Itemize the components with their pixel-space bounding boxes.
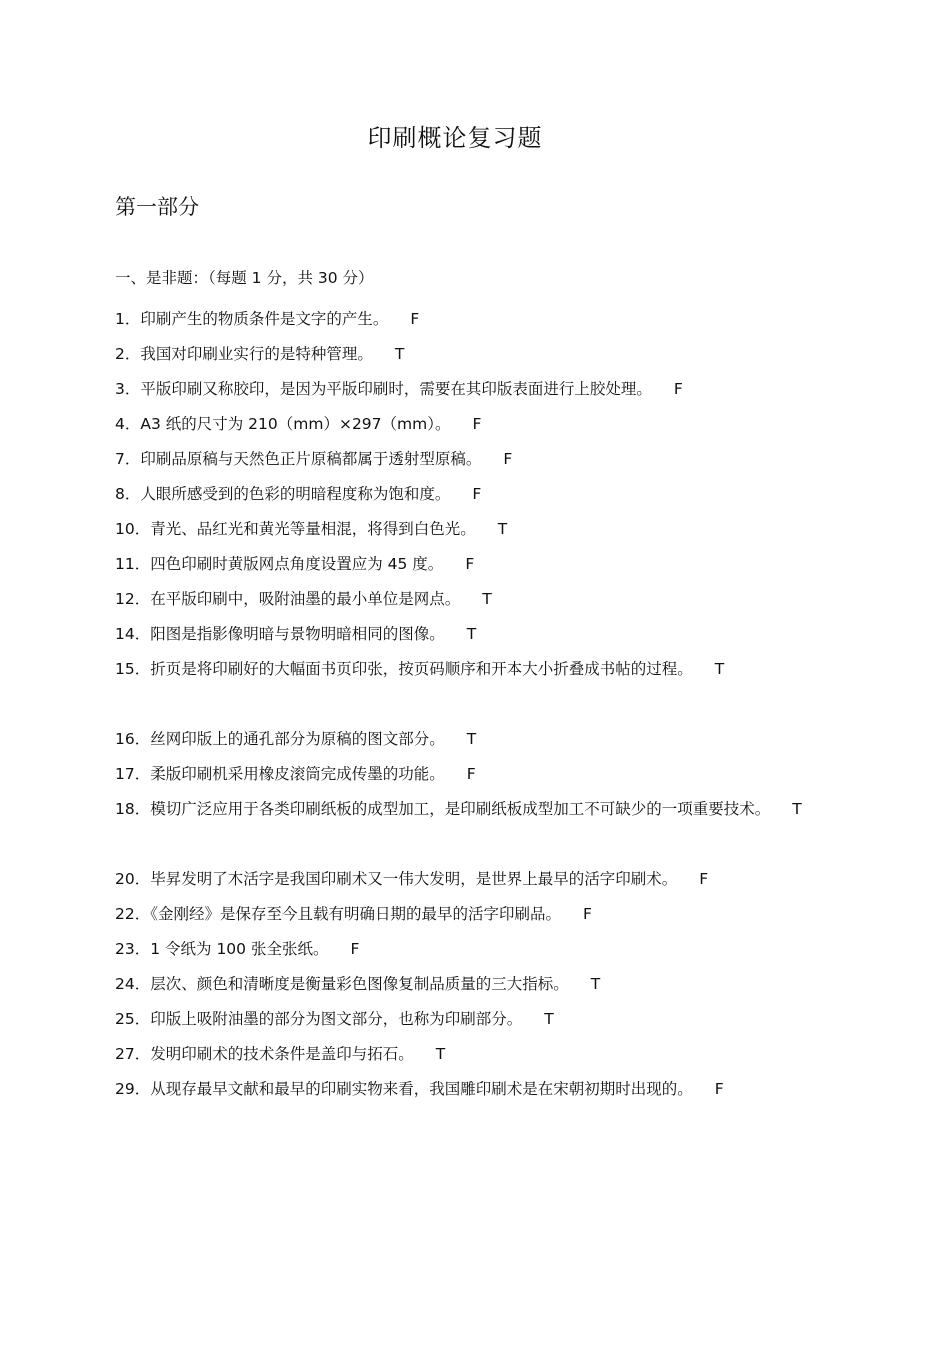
question-answer: T xyxy=(394,345,405,363)
question-text: 16．丝网印版上的通孔部分为原稿的图文部分。 xyxy=(115,730,445,748)
question-answer: T xyxy=(466,625,477,643)
question-text: 18．模切广泛应用于各类印刷纸板的成型加工，是印刷纸板成型加工不可缺少的一项重要技术。 xyxy=(115,800,771,818)
question-text: 27．发明印刷术的技术条件是盖印与拓石。 xyxy=(115,1045,414,1063)
question-answer: F xyxy=(714,1080,724,1098)
question-item xyxy=(115,512,835,547)
question-item xyxy=(115,1072,835,1142)
question-text: 8．人眼所感受到的色彩的明暗程度称为饱和度。 xyxy=(115,485,451,503)
question-item xyxy=(115,1037,835,1072)
question-answer: F xyxy=(466,765,476,783)
question-answer: F xyxy=(699,870,709,888)
question-item xyxy=(115,897,835,932)
question-item xyxy=(115,302,835,337)
question-answer: T xyxy=(792,800,802,818)
question-text: 29．从现存最早文献和最早的印刷实物来看，我国雕印刷术是在宋朝初期时出现的。 xyxy=(115,1080,693,1098)
question-item xyxy=(115,617,835,652)
document-title: 印刷概论复习题 xyxy=(367,124,543,152)
question-item xyxy=(115,442,835,477)
question-answer: F xyxy=(582,905,592,923)
question-answer: F xyxy=(673,380,683,398)
question-item xyxy=(115,547,835,582)
question-answer: T xyxy=(714,660,725,678)
question-answer: F xyxy=(472,485,482,503)
question-item xyxy=(115,757,835,792)
question-item xyxy=(115,792,835,862)
question-text: 7．印刷品原稿与天然色正片原稿都属于透射型原稿。 xyxy=(115,450,482,468)
question-text: 10．青光、品红光和黄光等量相混，将得到白色光。 xyxy=(115,520,476,538)
question-answer: T xyxy=(466,730,477,748)
question-item xyxy=(115,652,835,722)
question-answer: F xyxy=(410,310,420,328)
question-list xyxy=(115,302,835,1142)
question-item xyxy=(115,932,835,967)
question-answer: F xyxy=(465,555,475,573)
question-text: 20．毕昇发明了木活字是我国印刷术又一伟大发明，是世界上最早的活字印刷术。 xyxy=(115,870,678,888)
question-item xyxy=(115,722,835,757)
question-text: 23．1 令纸为 100 张全张纸。 xyxy=(115,940,329,958)
question-text: 25．印版上吸附油墨的部分为图文部分，也称为印刷部分。 xyxy=(115,1010,523,1028)
question-item xyxy=(115,407,835,442)
question-text: 2．我国对印刷业实行的是特种管理。 xyxy=(115,345,373,363)
section-heading: 一、是非题：（每题 1 分，共 30 分） xyxy=(115,269,374,287)
question-item xyxy=(115,862,835,897)
question-text: 24．层次、颜色和清晰度是衡量彩色图像复制品质量的三大指标。 xyxy=(115,975,569,993)
question-text: 11．四色印刷时黄版网点角度设置应为 45 度。 xyxy=(115,555,444,573)
question-item xyxy=(115,372,835,407)
question-answer: F xyxy=(472,415,482,433)
question-item xyxy=(115,337,835,372)
question-item xyxy=(115,582,835,617)
question-text: 12．在平版印刷中，吸附油墨的最小单位是网点。 xyxy=(115,590,461,608)
question-answer: T xyxy=(544,1010,554,1028)
question-text: 17．柔版印刷机采用橡皮滚筒完成传墨的功能。 xyxy=(115,765,445,783)
question-text: 3．平版印刷又称胶印，是因为平版印刷时，需要在其印版表面进行上胶处理。 xyxy=(115,380,652,398)
question-answer: F xyxy=(350,940,360,958)
question-text: 1．印刷产生的物质条件是文字的产生。 xyxy=(115,310,389,328)
question-item xyxy=(115,967,835,1002)
question-text: 22．《金刚经》是保存至今且载有明确日期的最早的活字印刷品。 xyxy=(115,905,561,923)
question-answer: T xyxy=(482,590,492,608)
question-answer: T xyxy=(497,520,508,538)
question-answer: F xyxy=(503,450,513,468)
question-item xyxy=(115,477,835,512)
part-heading: 第一部分 xyxy=(115,195,199,219)
question-text: 15．折页是将印刷好的大幅面书页印张，按页码顺序和开本大小折叠成书帖的过程。 xyxy=(115,660,693,678)
question-text: 14．阳图是指影像明暗与景物明暗相同的图像。 xyxy=(115,625,445,643)
question-answer: T xyxy=(590,975,601,993)
question-item xyxy=(115,1002,835,1037)
question-text: 4．A3 纸的尺寸为 210（mm）×297（mm）。 xyxy=(115,415,451,433)
question-answer: T xyxy=(435,1045,446,1063)
